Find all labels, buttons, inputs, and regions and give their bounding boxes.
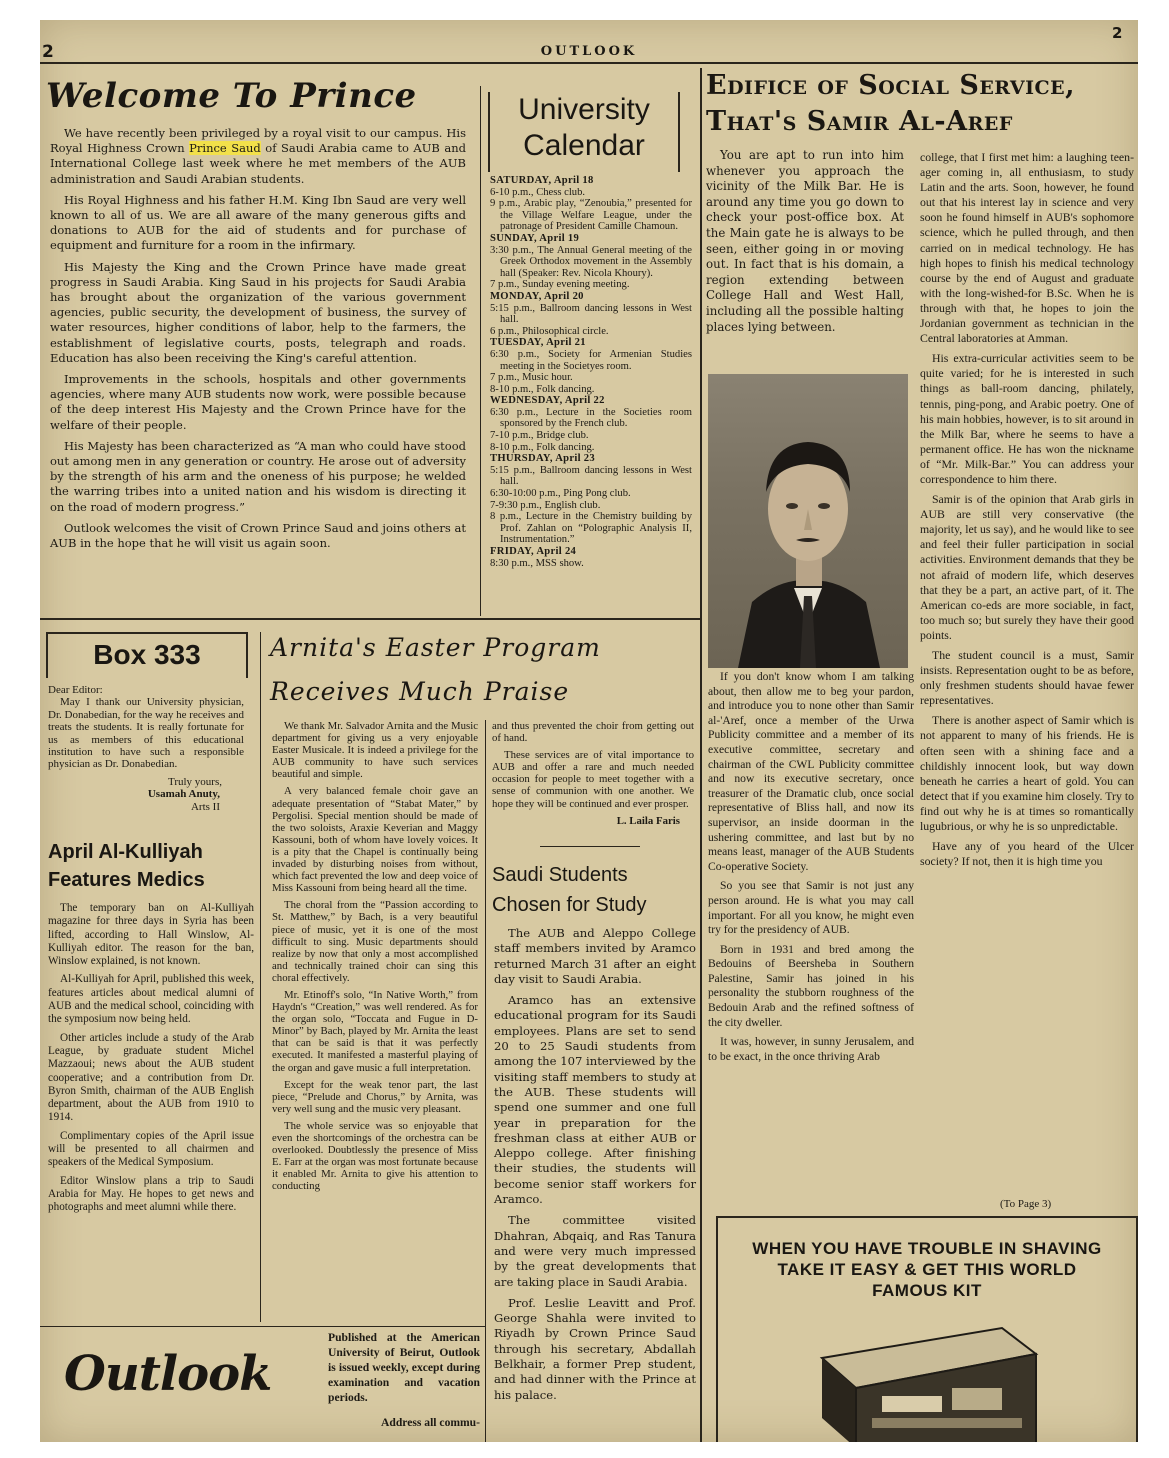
arnita-col2-paragraph-1: and thus prevented the choir from getting out of hand. xyxy=(492,720,694,745)
column-rule xyxy=(260,632,261,1322)
saudi-headline xyxy=(492,860,698,920)
edifice-col2-paragraph-4: The student council is a must, Samir insists. Representation ought to be as before, only freshmen students should havae fewer representatives. xyxy=(920,648,1134,708)
calendar-event: 7-9:30 p.m., English club. xyxy=(490,499,601,511)
masthead-title: OUTLOOK xyxy=(540,44,638,59)
footer-rule xyxy=(40,1326,485,1327)
column-rule xyxy=(480,86,481,616)
saudi-paragraph-3: The committee visited Dhahran, Abqaiq, and Ras Tanura and were very much impressed by the great developments that are taking place in Saudi Arabia. xyxy=(494,1213,696,1289)
calendar-day-heading: TUESDAY, April 21 xyxy=(490,337,586,349)
edifice-col1-paragraph-1: If you don't know whom I am talking about, then allow me to beg your pardon, and introduce you to none other than Samir al-'Aref, once a member of the Urwa Publicity committee and a member of its executive committee, secretary and chairman of the CWL Publicity committee and now its executive secretary, once treasurer of the Dramatic club, once social representative of Bliss hall, and now its supervisor, an inside doorman in the ushering committee, and last but by no means least, manager of the AUB Students Co-operative Society. xyxy=(708,670,914,873)
highlight-prince-saud: Prince Saud xyxy=(189,141,261,156)
edifice-headline-line2: That's Samir Al-Aref xyxy=(706,106,1013,137)
edifice-col2-paragraph-6: Have any of you heard of the Ulcer society? If not, then it is high time you xyxy=(920,839,1134,869)
ad-line-1: WHEN YOU HAVE TROUBLE IN SHAVING xyxy=(752,1239,1102,1258)
edifice-paragraph: You are apt to run into him whenever you approach the vicinity of the Milk Bar. He is around any time you go down to check your post-office box. At the Main gate he is always to be seen, either going in or moving out. In fact that is his domain, a region extending between College Hall and West Hall, including all the possible halting places lying between. xyxy=(706,148,904,334)
edifice-col1-paragraph-3: Born in 1931 and bred among the Bedouins of Beersheba in Southern Palestine, Samir has joined in his personality the stubborn roughness of the Bedouin Arab and the refined softness of the city dweller. xyxy=(708,942,914,1029)
kulliyah-headline-line2: Features Medics xyxy=(48,869,205,891)
box333-signoff: Truly yours, xyxy=(168,775,222,788)
calendar-event: 3:30 p.m., The Annual General meeting of the Greek Orthodox movement in the Assembly hall (Speaker: Rev. Nicola Khoury). xyxy=(490,244,692,279)
edifice-headline-line1: Edifice of Social Service, xyxy=(706,70,1076,101)
calendar-event: 6:30 p.m., Society for Armenian Studies meeting in the Societyes room. xyxy=(490,348,692,372)
outlook-logo: Outlook xyxy=(64,1346,272,1402)
welcome-paragraph-5: His Majesty has been characterized as “A man who could have stood out among men in any generation or country. He arose out of adversity by the strength of his arm and the oneness of his purpose; he welded the warring tribes into a united nation and his wisdom is directing it on the road of modern progress.” xyxy=(50,438,466,514)
kulliyah-paragraph-1: The temporary ban on Al-Kulliyah magazine for three days in Syria has been lifted, according to Hall Winslow, Al-Kulliyah editor. The reason for the ban, Winslow explained, is not known. xyxy=(48,902,254,968)
calendar-event: 7-10 p.m., Bridge club. xyxy=(490,430,589,442)
calendar-event: 8-10 p.m., Folk dancing. xyxy=(490,441,595,453)
box333-signer: Usamah Anuty, xyxy=(147,788,220,801)
masthead-rule xyxy=(40,62,1138,64)
edifice-col1-bottom xyxy=(708,670,914,1069)
calendar-event: 7 p.m., Music hour. xyxy=(490,372,573,384)
box333-title: Box 333 xyxy=(93,639,201,670)
arnita-headline xyxy=(270,626,700,714)
edifice-col2 xyxy=(920,150,1134,874)
edifice-col1-paragraph-2: So you see that Samir is not just any person around. He is what you may call important. For all you know, he might even try for the presidency of AUB. xyxy=(708,879,914,937)
edifice-col1-paragraph-4: It was, however, in sunny Jerusalem, and to be exact, in the once thriving Arab xyxy=(708,1035,914,1063)
arnita-headline-line2: Receives Much Praise xyxy=(270,677,570,706)
ad-line-2: TAKE IT EASY & GET THIS WORLD xyxy=(777,1260,1077,1279)
saudi-paragraph-2: Aramco has an extensive educational program for its Saudi employees. Plans are set to send 20 to 25 Saudi students from among the 107 interviewed by the visiting staff members to study at the AUB. These students will spend one summer and one full year in preparation for the freshman class at either AUB or Aleppo college. After finishing their studies, the students will become senior staff workers for Aramco. xyxy=(494,993,696,1207)
publishing-text: Published at the American University of Beirut, Outlook is issued weekly, except during examination and vacation periods. xyxy=(328,1331,480,1404)
arnita-paragraph-1: We thank Mr. Salvador Arnita and the Music department for giving us a very enjoyable Easter Musicale. It is indeed a privilege for the AUB community to have such services beautiful and simple. xyxy=(272,720,478,781)
edifice-col2-paragraph-1: college, that I first met him: a laughing teen-ager coming in, all enthusiasm, to study Latin and the arts. Soon, however, he found out that his interest lay in science and very soon he found himself in AUB's sophomore science, which he pulled through, and then carried on in medical technology. He has high hopes to finish his medical technology course by the end of August and graduate with the long-wished-for B.Sc. When he is through with that, he hopes to join the Jordanian government as technician in the Central laboratories at Amman. xyxy=(920,150,1134,346)
arnita-paragraph-5: Except for the weak tenor part, the last piece, “Prelude and Chorus,” by Arnita, was very well sung and the music very pleasant. xyxy=(272,1078,478,1115)
arnita-paragraph-4: Mr. Etinoff's solo, “In Native Worth,” from Haydn's “Creation,” was well rendered. As for the organ solo, “Toccata and Fugue in D-Minor” by Bach, played by Mr. Arnita the least that can be said is that it was perfectly executed. It manifested a masterful playing of the organ and gave music a full interpretation. xyxy=(272,988,478,1074)
box333-letter xyxy=(48,684,244,813)
arnita-paragraph-2: A very balanced female choir gave an adequate presentation of “Stabat Mater,” by Pergolisi. Special mention should be made of the two soloists, Araxie Keverian and Maggy Kassouni, both of whom have lovely voices. It is a pity that the Chapel is continually being invaded by disturbing noises from without, which fact prevented the low and deep voice of Miss Kassouni from being heard all the time. xyxy=(272,785,478,895)
publishing-note xyxy=(328,1330,480,1435)
shaving-ad xyxy=(716,1216,1138,1442)
calendar-day-heading: FRIDAY, April 24 xyxy=(490,546,577,557)
welcome-headline: Welcome To Prince xyxy=(46,76,417,116)
newspaper-page xyxy=(40,20,1138,1442)
publishing-address: Address all commu- xyxy=(381,1416,480,1429)
calendar-event: 6-10 p.m., Chess club. xyxy=(490,186,586,198)
calendar-event: 8:30 p.m., MSS show. xyxy=(490,557,584,569)
kulliyah-headline-line1: April Al-Kulliyah xyxy=(48,841,203,863)
portrait-photo xyxy=(708,374,908,668)
edifice-col2-paragraph-5: There is another aspect of Samir which is not apparent to many of his friends. He is often seen with a shining face and a childishly innocent look, but way down beneath he carries a heart of gold. You can detect that if you examine him closely. Try to find out why he is at times so romantically lugubrious, or why he is so unpredictable. xyxy=(920,713,1134,834)
shaving-kit-icon xyxy=(812,1318,1042,1442)
box333-signer-class: Arts II xyxy=(190,800,220,813)
edifice-headline xyxy=(706,68,1136,140)
edifice-col2-paragraph-3: Samir is of the opinion that Arab girls in AUB are still very conservative (the majority, let us say), and he would like to see and feel their fuller participation in social activities. Environment demands that they be not afraid of modern life, which deserves that they be a part, an active part, of it. The American co-eds are more sociable, in fact, too much so; but surely they have their good points. xyxy=(920,492,1134,642)
saudi-article xyxy=(494,926,696,1409)
welcome-paragraph-2: His Royal Highness and his father H.M. King Ibn Saud are very well known to all of us. We are all aware of the many generous gifts and donations to AUB for the aid of students and for purchase of equipment and furniture for a room in the infirmary. xyxy=(50,192,466,253)
edifice-col2-paragraph-2: His extra-curricular activities seem to be quite varied; for he is interested in such things as ball-room dancing, philately, tennis, ping-pong, and Arabic poetry. One of his main hobbies, however, is to sit around in the Milk Bar, where he seems to have a permanent office. He has won the nickname of “Mr. Milk-Bar.” You can address your correspondence to him there. xyxy=(920,351,1134,486)
page-number-left: 2 xyxy=(42,42,54,62)
box333-salutation: Dear Editor: xyxy=(48,684,103,696)
welcome-paragraph-3: His Majesty the King and the Crown Prince have made great progress in Saudi Arabia. King Saud in his projects for Saudi Arabia has brought about the organization of the various government agencies, public security, the development of business, the survey of water resources, higher conditions of labor, help to the farmers, the establishment of legislative courts, posts, telegraph and roads. Education has also been receiving the King's careful attention. xyxy=(50,259,466,365)
arnita-author: L. Laila Faris xyxy=(616,814,680,827)
article-rule xyxy=(540,846,640,847)
welcome-paragraph-6: Outlook welcomes the visit of Crown Prince Saud and joins others at AUB in the hope that he will visit us again soon. xyxy=(50,520,466,551)
saudi-headline-line2: Chosen for Study xyxy=(492,894,647,916)
kulliyah-headline xyxy=(48,838,254,894)
kulliyah-paragraph-3: Other articles include a study of the Arab League, by graduate student Michel Mazzaoui; news about the AUB student cooperative; and a contribution from Dr. Byron Smith, chairman of the AUB English department, about the AUB from 1910 to 1914. xyxy=(48,1031,254,1124)
edifice-col1-top xyxy=(706,148,904,341)
section-rule xyxy=(40,618,700,620)
calendar-day-heading: THURSDAY, April 23 xyxy=(490,453,595,465)
calendar-event: 6:30 p.m., Lecture in the Societies room sponsored by the French club. xyxy=(490,406,692,430)
kulliyah-paragraph-4: Complimentary copies of the April issue will be presented to all chairmen and speakers of the Medical Symposium. xyxy=(48,1129,254,1169)
calendar-day-heading: SUNDAY, April 19 xyxy=(490,232,580,244)
ad-line-3: FAMOUS KIT xyxy=(872,1281,982,1300)
calendar-event: 7 p.m., Sunday evening meeting. xyxy=(490,279,630,291)
calendar-event: 5:15 p.m., Ballroom dancing lessons in West hall. xyxy=(490,302,692,326)
column-rule xyxy=(700,68,702,1442)
calendar-day-heading: MONDAY, April 20 xyxy=(490,290,584,302)
calendar-event: 5:15 p.m., Ballroom dancing lessons in West hall. xyxy=(490,464,692,488)
calendar-event: 8 p.m., Lecture in the Chemistry building by Prof. Zahlan on “Polographic Analysis II, Instrumentation.” xyxy=(490,511,692,546)
kulliyah-article xyxy=(48,902,254,1220)
box333-title-box xyxy=(46,632,248,678)
arnita-col2-paragraph-2: These services are of vital importance to AUB and offer a rare and much needed occasion for people to meet together with a sense of communion with one another. We hope they will be continued and ever prosper. xyxy=(492,749,694,810)
welcome-paragraph-4: Improvements in the schools, hospitals and other governments agencies, where many AUB students now work, were possible because of the deep interest His Majesty and the Crown Prince have for the welfare of their people. xyxy=(50,372,466,432)
welcome-paragraph-1: We have recently been privileged by a royal visit to our campus. His Royal Highness Crown Prince Saud of Saudi Arabia came to AUB and International College last week where he met members of the AUB administration and Saudi Arabian students. xyxy=(50,126,466,186)
calendar-event: 6 p.m., Philosophical circle. xyxy=(490,325,609,337)
arnita-col1 xyxy=(272,720,478,1197)
arnita-col2 xyxy=(492,720,694,827)
box333-body: May I thank our University physician, Dr. Donabedian, for the way he receives and treats the students. It is really fortunate for us as members of this educational institution to have such a responsible physician as Dr. Donabedian. xyxy=(48,696,244,771)
calendar-event: 6:30-10:00 p.m., Ping Pong club. xyxy=(490,488,631,500)
calendar-event: 9 p.m., Arabic play, “Zenoubia,” presented for the Village Welfare League, under the patronage of President Camille Chamoun. xyxy=(490,198,692,233)
calendar-day-heading: WEDNESDAY, April 22 xyxy=(490,395,605,407)
kulliyah-paragraph-2: Al-Kulliyah for April, published this week, features articles about medical alumni of AUB and the medical school, coinciding with the symposium now being held. xyxy=(48,973,254,1026)
calendar-event: 8-10 p.m., Folk dancing. xyxy=(490,383,595,395)
arnita-headline-line1: Arnita's Easter Program xyxy=(270,633,601,662)
saudi-paragraph-4: Prof. Leslie Leavitt and Prof. George Shahla were invited to Riyadh by Crown Prince Saud through his secretary, Abdallah Belkhair, a former Prep student, and had dinner with the Prince at his palace. xyxy=(494,1295,696,1402)
calendar-list xyxy=(490,175,692,569)
page-number-right: 2 xyxy=(1112,24,1123,42)
saudi-paragraph-1: The AUB and Aleppo College staff members invited by Aramco returned March 31 after an eight day visit to Saudi Arabia. xyxy=(494,926,696,986)
portrait-icon xyxy=(708,374,908,668)
column-rule xyxy=(485,720,486,1442)
continued-note: (To Page 3) xyxy=(1000,1198,1052,1210)
calendar-title-box xyxy=(488,92,680,172)
arnita-paragraph-3: The choral from the “Passion according to St. Matthew,” by Bach, is a very beautiful piece of music, yet it is one of the most difficult to sing. Music departments should realize by now that only a most accomplished and technically trained choir can sing this choral effectively. xyxy=(272,899,478,984)
saudi-headline-line1: Saudi Students xyxy=(492,864,628,886)
arnita-paragraph-6: The whole service was so enjoyable that even the shortcomings of the orchestra can be overlooked. Doubtlessly the presence of Miss E. Farr at the organ was most fortunate because it enabled Mr. Arnita to give his attention to conducting xyxy=(272,1119,478,1193)
welcome-article xyxy=(50,126,466,557)
calendar-day-heading: SATURDAY, April 18 xyxy=(490,175,594,186)
kulliyah-paragraph-5: Editor Winslow plans a trip to Saudi Arabia for May. He hopes to get news and photographs and meet alumni while there. xyxy=(48,1174,254,1214)
calendar-title-line1: University xyxy=(518,93,650,126)
calendar-title-line2: Calendar xyxy=(523,129,645,162)
